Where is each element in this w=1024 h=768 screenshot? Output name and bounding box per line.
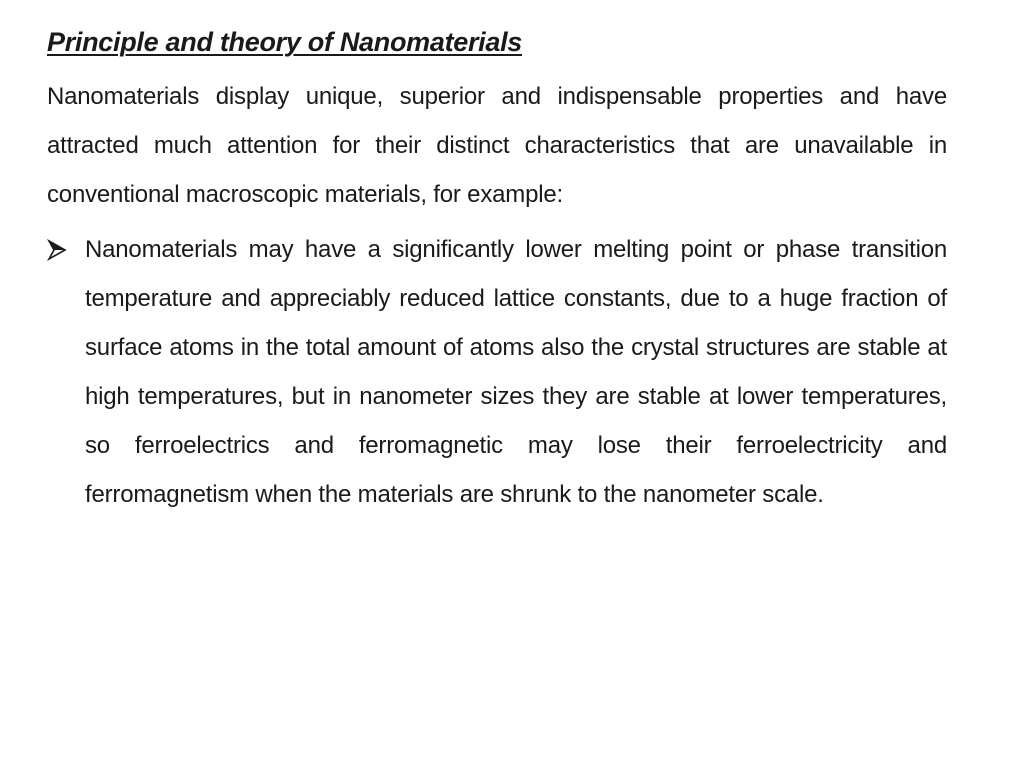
list-item <box>47 225 947 519</box>
bullet-list <box>47 225 947 519</box>
slide-content <box>47 22 947 519</box>
bullet-text: Nanomaterials may have a significantly lower melting point or phase transition temperature and appreciably reduced lattice constants, due to a huge fraction of surface atoms in the total amount of atoms also the crystal structures are stable at high temperatures, but in nanometer sizes they are stable at lower temperatures, so ferroelectrics and ferromagnetic may lose their ferroelectricity and ferromagnetism when the materials are shrunk to the nanometer scale. <box>85 236 947 508</box>
intro-paragraph: Nanomaterials display unique, superior and indispensable properties and have attracted much attention for their distinct characteristics that are unavailable in conventional macroscopic materials, for example: <box>47 83 947 208</box>
arrow-bullet-icon <box>47 239 67 261</box>
slide-title: Principle and theory of Nanomaterials <box>47 27 523 57</box>
